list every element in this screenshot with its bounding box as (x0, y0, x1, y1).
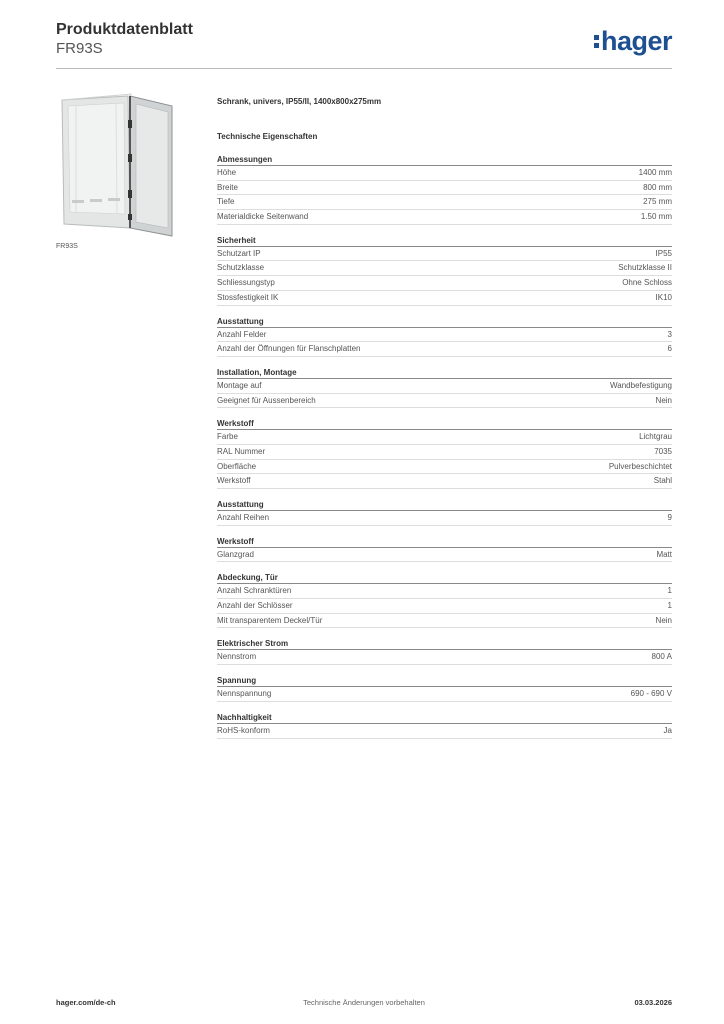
spec-row (217, 328, 672, 343)
spec-value: Pulverbeschichtet (608, 461, 672, 471)
spec-group-title: Elektrischer Strom (217, 638, 672, 650)
spec-label: Farbe (217, 432, 238, 442)
spec-value: IP55 (655, 248, 672, 258)
specification-groups (217, 154, 672, 739)
spec-row (217, 291, 672, 306)
spec-row (217, 181, 672, 196)
spec-value: 1.50 mm (640, 212, 672, 222)
spec-group-title: Abmessungen (217, 154, 672, 166)
spec-label: Schliessungstyp (217, 278, 275, 288)
footer-notice: Technische Änderungen vorbehalten (303, 998, 425, 1007)
spec-label: Anzahl der Schlösser (217, 601, 293, 611)
section-heading: Technische Eigenschaften (217, 132, 318, 141)
spec-label: Tiefe (217, 197, 235, 207)
spec-group (217, 235, 672, 306)
spec-value: 800 A (651, 652, 672, 662)
specification-content (217, 95, 672, 739)
spec-label: Anzahl Felder (217, 329, 267, 339)
spec-row (217, 247, 672, 262)
spec-value: 3 (667, 329, 672, 339)
spec-label: Glanzgrad (217, 549, 254, 559)
spec-row (217, 394, 672, 409)
spec-value: Nein (655, 395, 672, 405)
spec-label: RAL Nummer (217, 446, 266, 456)
spec-label: Anzahl der Öffnungen für Flanschplatten (217, 344, 361, 354)
spec-group-title: Spannung (217, 675, 672, 687)
spec-value: Stahl (653, 476, 672, 486)
spec-group (217, 316, 672, 357)
spec-value: Wandbefestigung (610, 380, 672, 390)
spec-row (217, 445, 672, 460)
spec-row (217, 599, 672, 614)
spec-group-title: Sicherheit (217, 235, 672, 247)
spec-value: 9 (667, 513, 672, 522)
image-caption: FR93S (56, 243, 78, 250)
spec-group-title: Ausstattung (217, 316, 672, 328)
spec-label: Oberfläche (217, 461, 257, 471)
spec-label: Geeignet für Aussenbereich (217, 395, 316, 405)
spec-group-title: Werkstoff (217, 536, 672, 548)
spec-row (217, 511, 672, 526)
spec-value: 690 - 690 V (630, 689, 672, 699)
spec-value: Ja (663, 725, 672, 735)
spec-group (217, 572, 672, 628)
spec-value: 800 mm (643, 182, 672, 192)
spec-group (217, 712, 672, 739)
document-footer (56, 998, 672, 1010)
spec-group (217, 418, 672, 489)
spec-value: 1 (667, 586, 672, 596)
spec-label: Anzahl Schranktüren (217, 586, 292, 596)
spec-label: Nennstrom (217, 652, 257, 662)
hager-logo (594, 26, 672, 56)
spec-label: Stossfestigkeit IK (217, 292, 279, 302)
spec-row (217, 210, 672, 225)
spec-group-title: Abdeckung, Tür (217, 572, 672, 584)
spec-row (217, 614, 672, 629)
spec-row (217, 261, 672, 276)
spec-row (217, 724, 672, 739)
spec-row (217, 474, 672, 489)
spec-value: Ohne Schloss (622, 278, 672, 288)
spec-row (217, 548, 672, 563)
spec-row (217, 584, 672, 599)
document-title: Produktdatenblatt (56, 21, 193, 38)
spec-group (217, 154, 672, 225)
spec-row (217, 195, 672, 210)
spec-label: Materialdicke Seitenwand (217, 212, 309, 222)
spec-row (217, 687, 672, 702)
spec-value: Schutzklasse II (618, 263, 672, 273)
spec-group-title: Installation, Montage (217, 367, 672, 379)
logo-text: hager (600, 26, 672, 56)
document-header (56, 20, 672, 68)
spec-label: Montage auf (217, 380, 262, 390)
spec-group-title: Werkstoff (217, 418, 672, 430)
spec-value: Matt (656, 549, 672, 559)
spec-value: 7035 (654, 446, 672, 456)
product-code: FR93S (56, 40, 103, 57)
spec-label: Anzahl Reihen (217, 513, 270, 522)
spec-row (217, 430, 672, 445)
spec-group (217, 638, 672, 665)
spec-row (217, 166, 672, 181)
spec-value: 275 mm (643, 197, 672, 207)
logo-dots-icon (594, 33, 599, 49)
spec-value: Nein (655, 615, 672, 625)
spec-group (217, 536, 672, 563)
spec-label: RoHS-konform (217, 725, 270, 735)
spec-value: 1 (667, 601, 672, 611)
spec-row (217, 379, 672, 394)
spec-label: Nennspannung (217, 689, 272, 699)
spec-group (217, 367, 672, 408)
cabinet-image (56, 90, 204, 238)
spec-label: Schutzart IP (217, 248, 261, 258)
footer-date: 03.03.2026 (634, 998, 672, 1007)
spec-group (217, 675, 672, 702)
spec-group (217, 499, 672, 526)
footer-website: hager.com/de-ch (56, 998, 116, 1007)
spec-value: 1400 mm (638, 168, 672, 177)
product-description: Schrank, univers, IP55/II, 1400x800x275mm (217, 97, 382, 106)
spec-group-title: Nachhaltigkeit (217, 712, 672, 724)
header-divider (56, 68, 672, 69)
spec-row (217, 650, 672, 665)
spec-group-title: Ausstattung (217, 499, 672, 511)
spec-label: Schutzklasse (217, 263, 265, 273)
spec-value: IK10 (655, 292, 672, 302)
spec-label: Mit transparentem Deckel/Tür (217, 615, 323, 625)
spec-label: Höhe (217, 168, 237, 177)
spec-label: Breite (217, 182, 238, 192)
spec-value: 6 (667, 344, 672, 354)
spec-row (217, 276, 672, 291)
spec-value: Lichtgrau (639, 432, 672, 442)
spec-row (217, 460, 672, 475)
spec-label: Werkstoff (217, 476, 251, 486)
spec-row (217, 342, 672, 357)
